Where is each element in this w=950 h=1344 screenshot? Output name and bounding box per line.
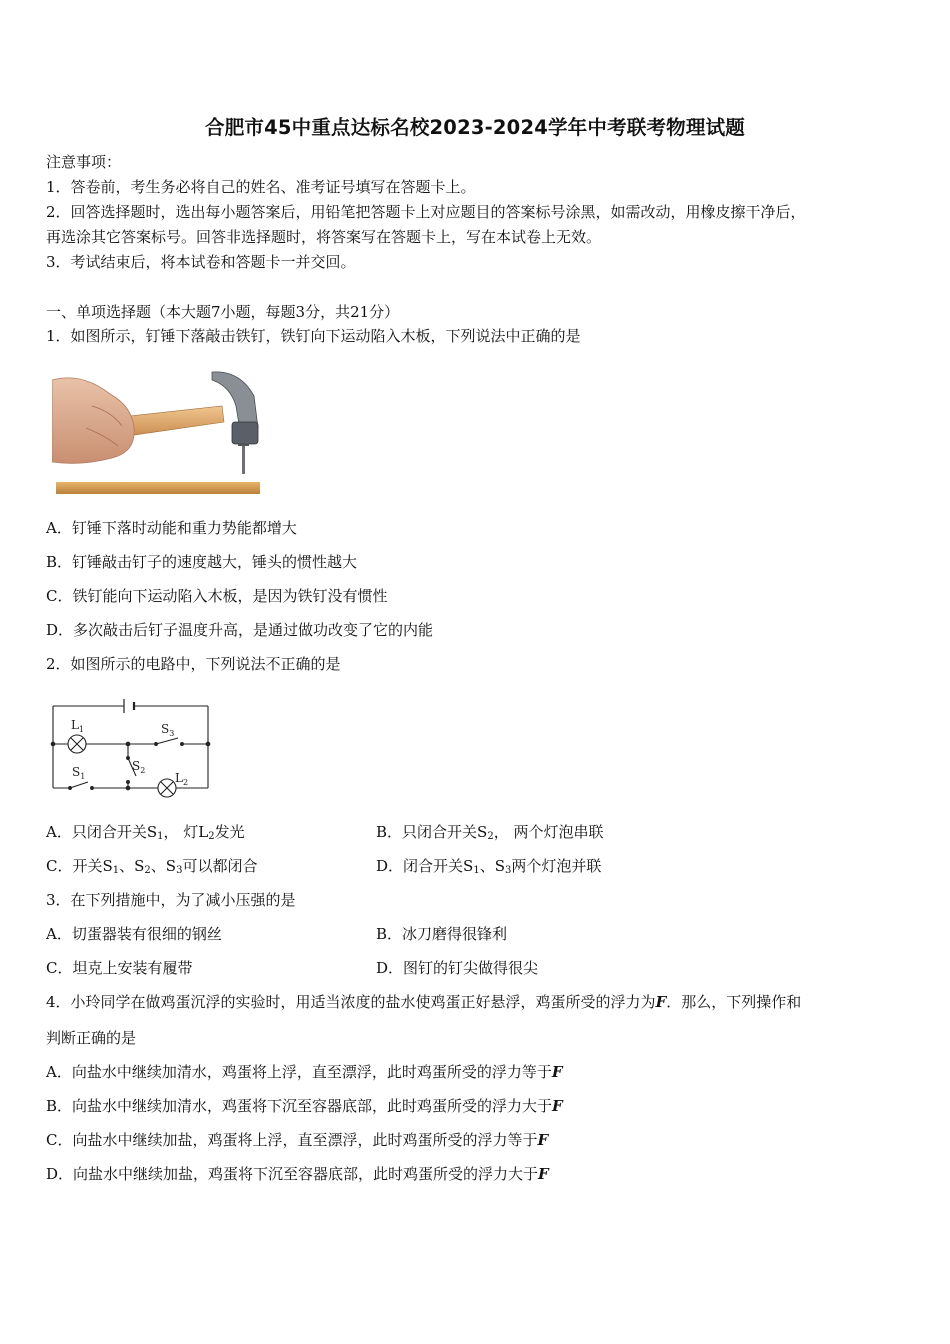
label-s1: $S_1$	[72, 765, 86, 781]
notice-item-2-line-2: 再选涂其它答案标号。回答非选择题时，将答案写在答题卡上，写在本试卷上无效。	[46, 228, 602, 246]
q2-option-a: A．只闭合开关$S_1$， 灯$L_2$发光	[46, 823, 245, 842]
q1-option-c: C．铁钉能向下运动陷入木板，是因为铁钉没有惯性	[46, 587, 388, 605]
q4-option-b: B．向盐水中继续加清水，鸡蛋将下沉至容器底部，此时鸡蛋所受的浮力大于F	[46, 1097, 563, 1115]
label-s2: $S_2$	[132, 759, 146, 775]
hammer-face	[232, 422, 258, 444]
label-l2: $L_2$	[175, 771, 189, 787]
section-heading: 一、单项选择题（本大题7小题，每题3分，共21分）	[46, 303, 400, 321]
q3-option-d: D．图钉的钉尖做得很尖	[376, 959, 539, 977]
q1-stem: 1．如图所示，钉锤下落敲击铁钉，铁钉向下运动陷入木板，下列说法中正确的是	[46, 327, 581, 345]
q3-option-b: B．冰刀磨得很锋利	[376, 925, 508, 943]
notice-item-1: 1．答卷前，考生务必将自己的姓名、准考证号填写在答题卡上。	[46, 178, 476, 196]
q1-option-d: D．多次敲击后钉子温度升高，是通过做功改变了它的内能	[46, 621, 434, 639]
q1-option-a: A．钉锤下落时动能和重力势能都增大	[46, 519, 297, 537]
q3-stem: 3．在下列措施中，为了减小压强的是	[46, 891, 296, 909]
label-s3: $S_3$	[161, 722, 175, 738]
notice-heading: 注意事项：	[46, 153, 122, 171]
hand	[52, 378, 134, 463]
q2-option-c: C．开关$S_1$、$S_2$、$S_3$可以都闭合	[46, 857, 258, 876]
wood-board	[56, 482, 260, 494]
q4-stem-line-1: 4．小玲同学在做鸡蛋沉浮的实验时，用适当浓度的盐水使鸡蛋正好悬浮，鸡蛋所受的浮力为F．那么，下列操作和	[46, 993, 802, 1011]
q3-option-a: A．切蛋器装有很细的钢丝	[46, 925, 222, 943]
switch-s1	[69, 782, 94, 789]
lamp-l2	[158, 779, 176, 797]
notice-item-3: 3．考试结束后，将本试卷和答题卡一并交回。	[46, 253, 356, 271]
lamp-l1	[68, 735, 86, 753]
q4-option-c: C．向盐水中继续加盐，鸡蛋将上浮，直至漂浮，此时鸡蛋所受的浮力等于F	[46, 1131, 549, 1149]
q2-option-b: B．只闭合开关$S_2$， 两个灯泡串联	[376, 823, 604, 842]
q2-option-d: D．闭合开关$S_1$、$S_3$两个灯泡并联	[376, 857, 602, 876]
label-l1: $L_1$	[71, 718, 85, 734]
q1-option-b: B．钉锤敲击钉子的速度越大，锤头的惯性越大	[46, 553, 358, 571]
hammer-nail-figure	[52, 366, 266, 498]
nail-head	[238, 443, 249, 446]
notice-item-2-line-1: 2．回答选择题时，选出每小题答案后，用铅笔把答题卡上对应题目的答案标号涂黑，如需改动，用橡皮擦干净后，	[46, 203, 806, 221]
q4-option-a: A．向盐水中继续加清水，鸡蛋将上浮，直至漂浮，此时鸡蛋所受的浮力等于F	[46, 1063, 563, 1081]
circuit-diagram	[44, 696, 216, 804]
q3-option-c: C．坦克上安装有履带	[46, 959, 193, 977]
q4-stem-line-2: 判断正确的是	[46, 1029, 137, 1047]
page-title: 合肥市45中重点达标名校2023-2024学年中考联考物理试题	[205, 116, 745, 139]
nail	[242, 444, 245, 474]
q4-option-d: D．向盐水中继续加盐，鸡蛋将下沉至容器底部，此时鸡蛋所受的浮力大于F	[46, 1165, 549, 1183]
switch-s3	[155, 738, 208, 745]
q2-stem: 2．如图所示的电路中，下列说法不正确的是	[46, 655, 341, 673]
